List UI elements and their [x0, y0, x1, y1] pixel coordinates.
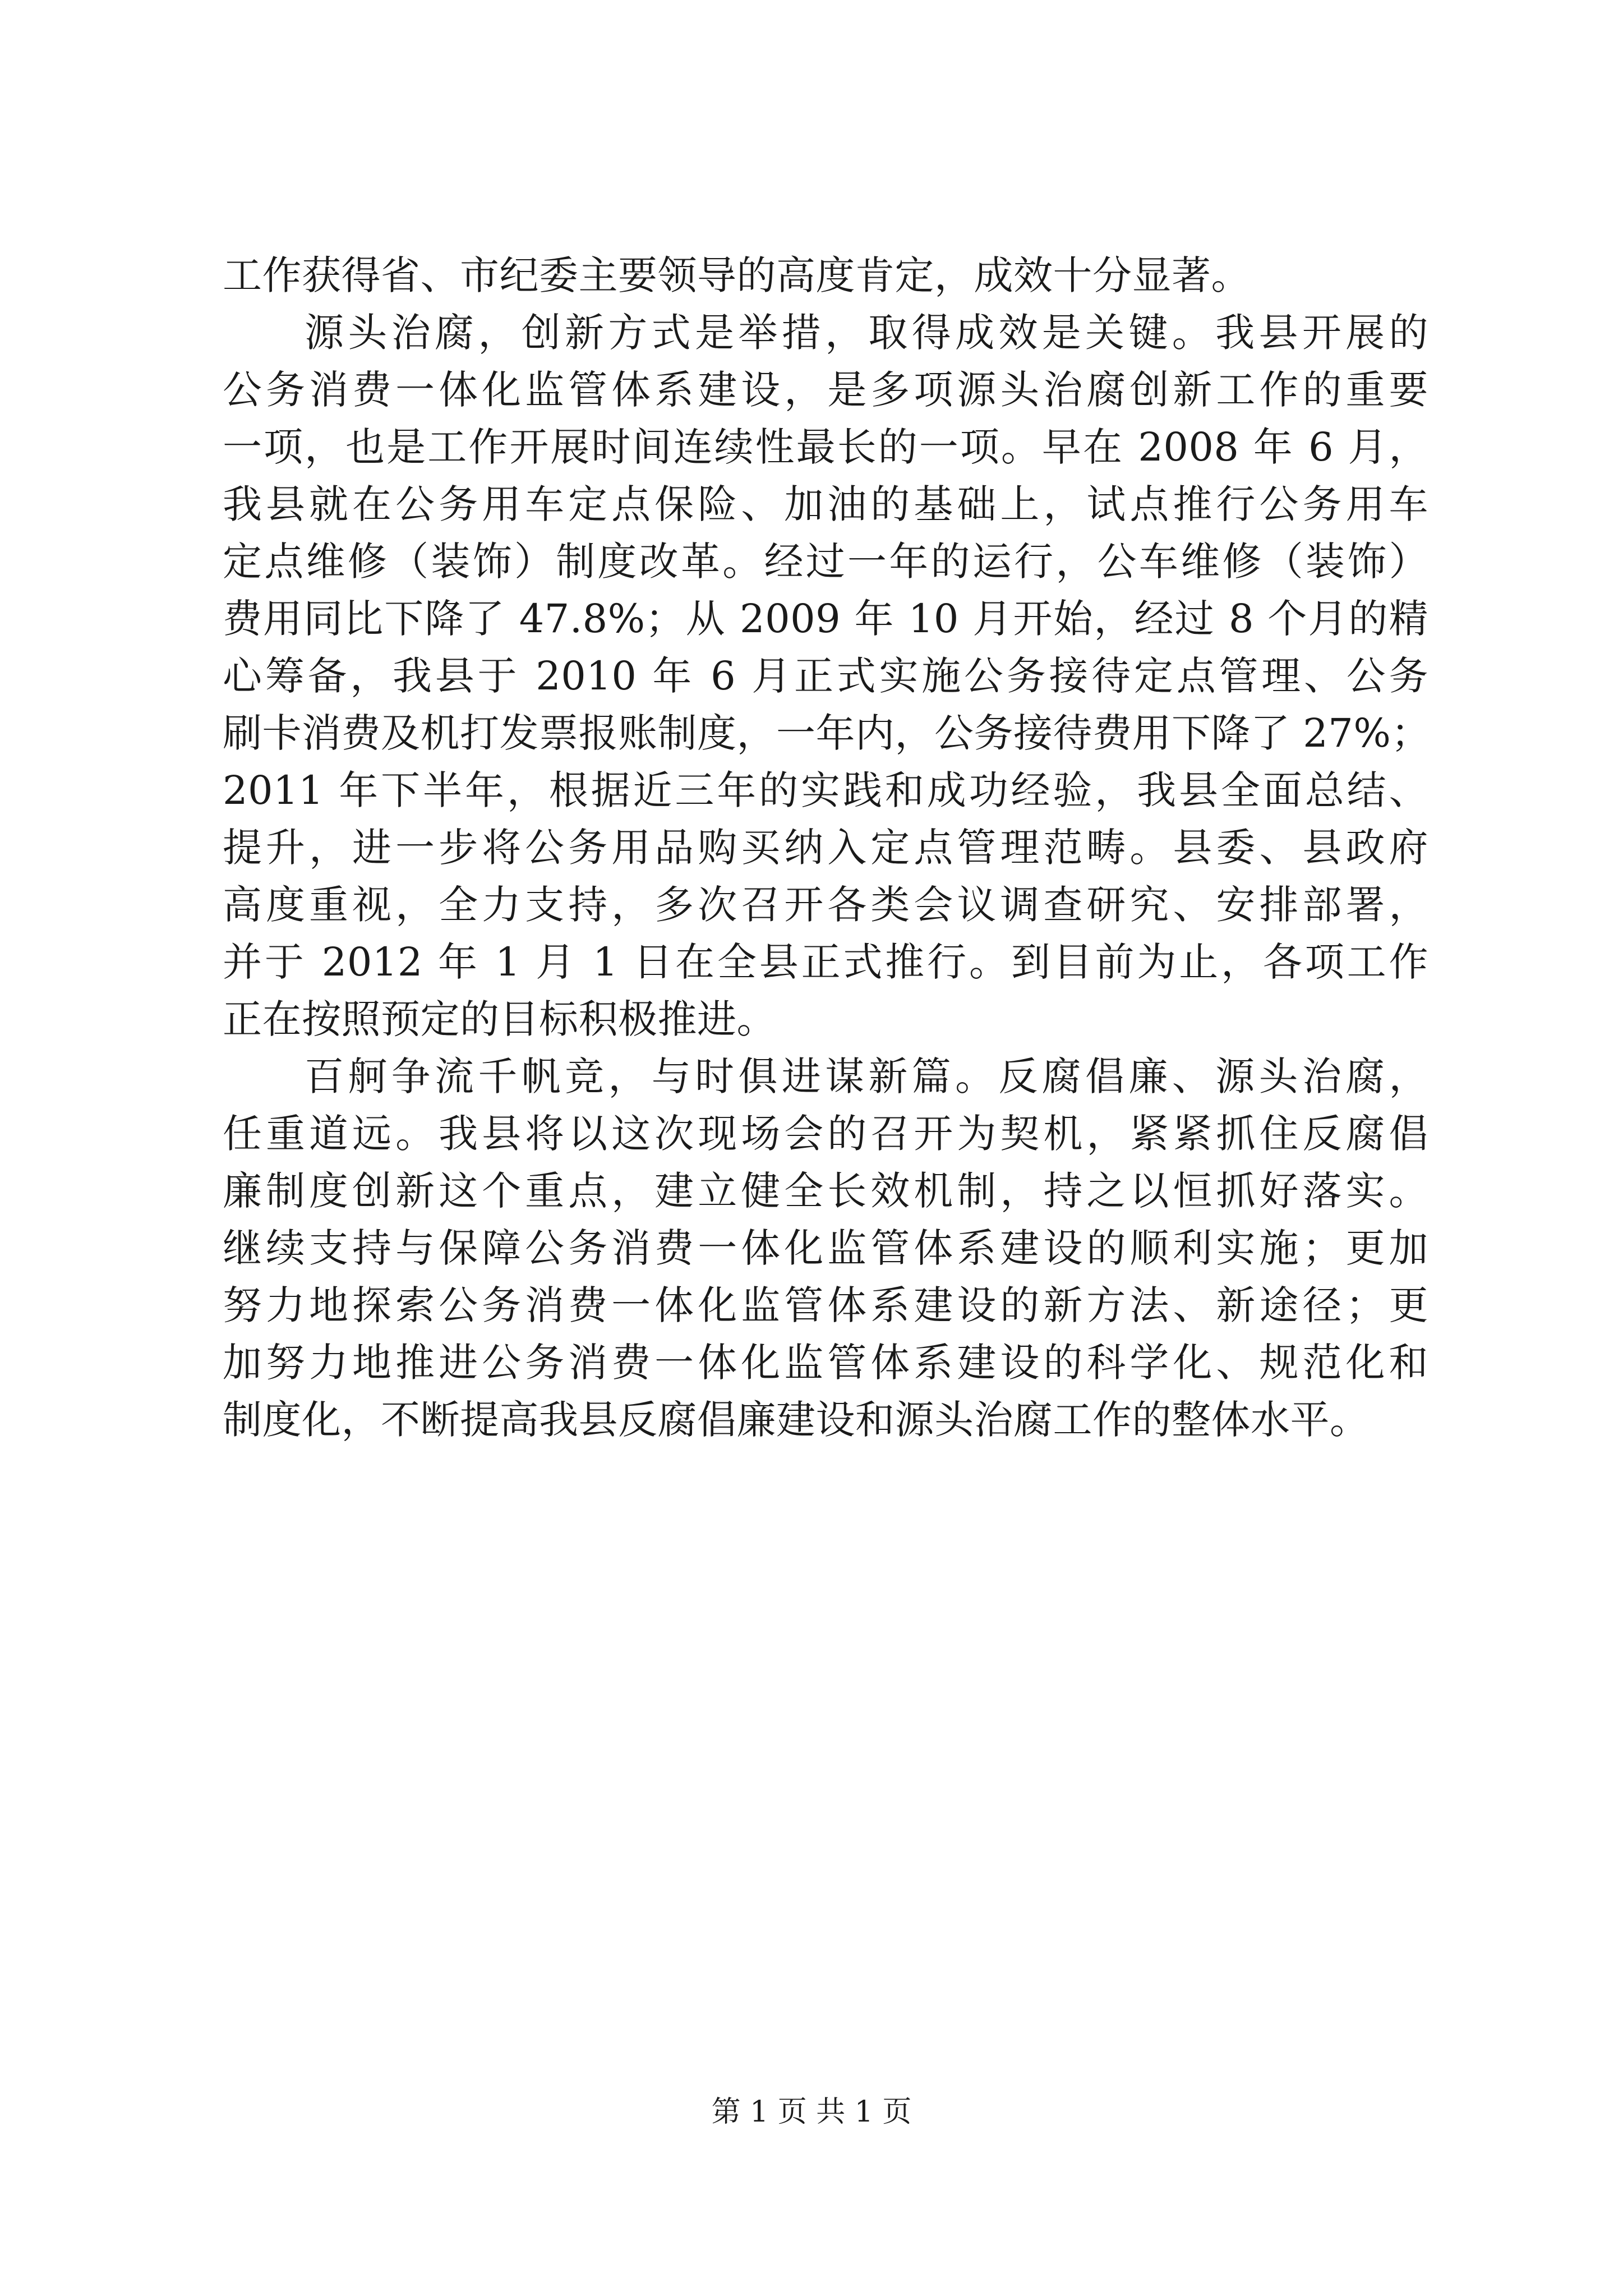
- text-line: 费用同比下降了 47.8%；从 2009 年 10 月开始，经过 8 个月的精: [223, 596, 1428, 642]
- text-line: 定点维修（装饰）制度改革。经过一年的运行，公车维修（装饰）: [223, 539, 1428, 585]
- paragraph: [223, 1048, 1428, 1448]
- text-line: 工作获得省、市纪委主要领导的高度肯定，成效十分显著。: [223, 252, 1251, 298]
- page-number-footer: 第 1 页 共 1 页: [711, 2095, 912, 2129]
- text-line: 我县就在公务用车定点保险、加油的基础上，试点推行公务用车: [223, 481, 1428, 527]
- text-line: 制度化，不断提高我县反腐倡廉建设和源头治腐工作的整体水平。: [223, 1397, 1370, 1443]
- text-line: 正在按照预定的目标积极推进。: [223, 996, 776, 1042]
- text-line: 加努力地推进公务消费一体化监管体系建设的科学化、规范化和: [223, 1340, 1428, 1386]
- text-line: 百舸争流千帆竞，与时俱进谋新篇。反腐倡廉、源头治腐，: [305, 1053, 1428, 1099]
- paragraph: [223, 247, 1428, 304]
- text-line: 一项，也是工作开展时间连续性最长的一项。早在 2008 年 6 月，: [223, 424, 1428, 470]
- text-line: 任重道远。我县将以这次现场会的召开为契机，紧紧抓住反腐倡: [223, 1111, 1428, 1157]
- text-line: 刷卡消费及机打发票报账制度，一年内，公务接待费用下降了 27%；: [223, 710, 1431, 756]
- body-text: [223, 247, 1431, 1448]
- text-line: 公务消费一体化监管体系建设，是多项源头治腐创新工作的重要: [223, 367, 1428, 413]
- text-line: 高度重视，全力支持，多次召开各类会议调查研究、安排部署，: [223, 882, 1428, 928]
- text-line: 廉制度创新这个重点，建立健全长效机制，持之以恒抓好落实。: [223, 1168, 1428, 1214]
- text-line: 源头治腐，创新方式是举措，取得成效是关键。我县开展的: [305, 310, 1428, 356]
- paragraph: [223, 304, 1431, 1048]
- text-line: 提升，进一步将公务用品购买纳入定点管理范畴。县委、县政府: [223, 825, 1428, 871]
- text-line: 心筹备，我县于 2010 年 6 月正式实施公务接待定点管理、公务: [223, 653, 1428, 699]
- text-line: 继续支持与保障公务消费一体化监管体系建设的顺利实施；更加: [223, 1225, 1428, 1271]
- text-line: 努力地探索公务消费一体化监管体系建设的新方法、新途径；更: [223, 1282, 1428, 1328]
- text-line: 并于 2012 年 1 月 1 日在全县正式推行。到目前为止，各项工作: [223, 939, 1428, 985]
- text-line: 2011 年下半年，根据近三年的实践和成功经验，我县全面总结、: [223, 767, 1428, 813]
